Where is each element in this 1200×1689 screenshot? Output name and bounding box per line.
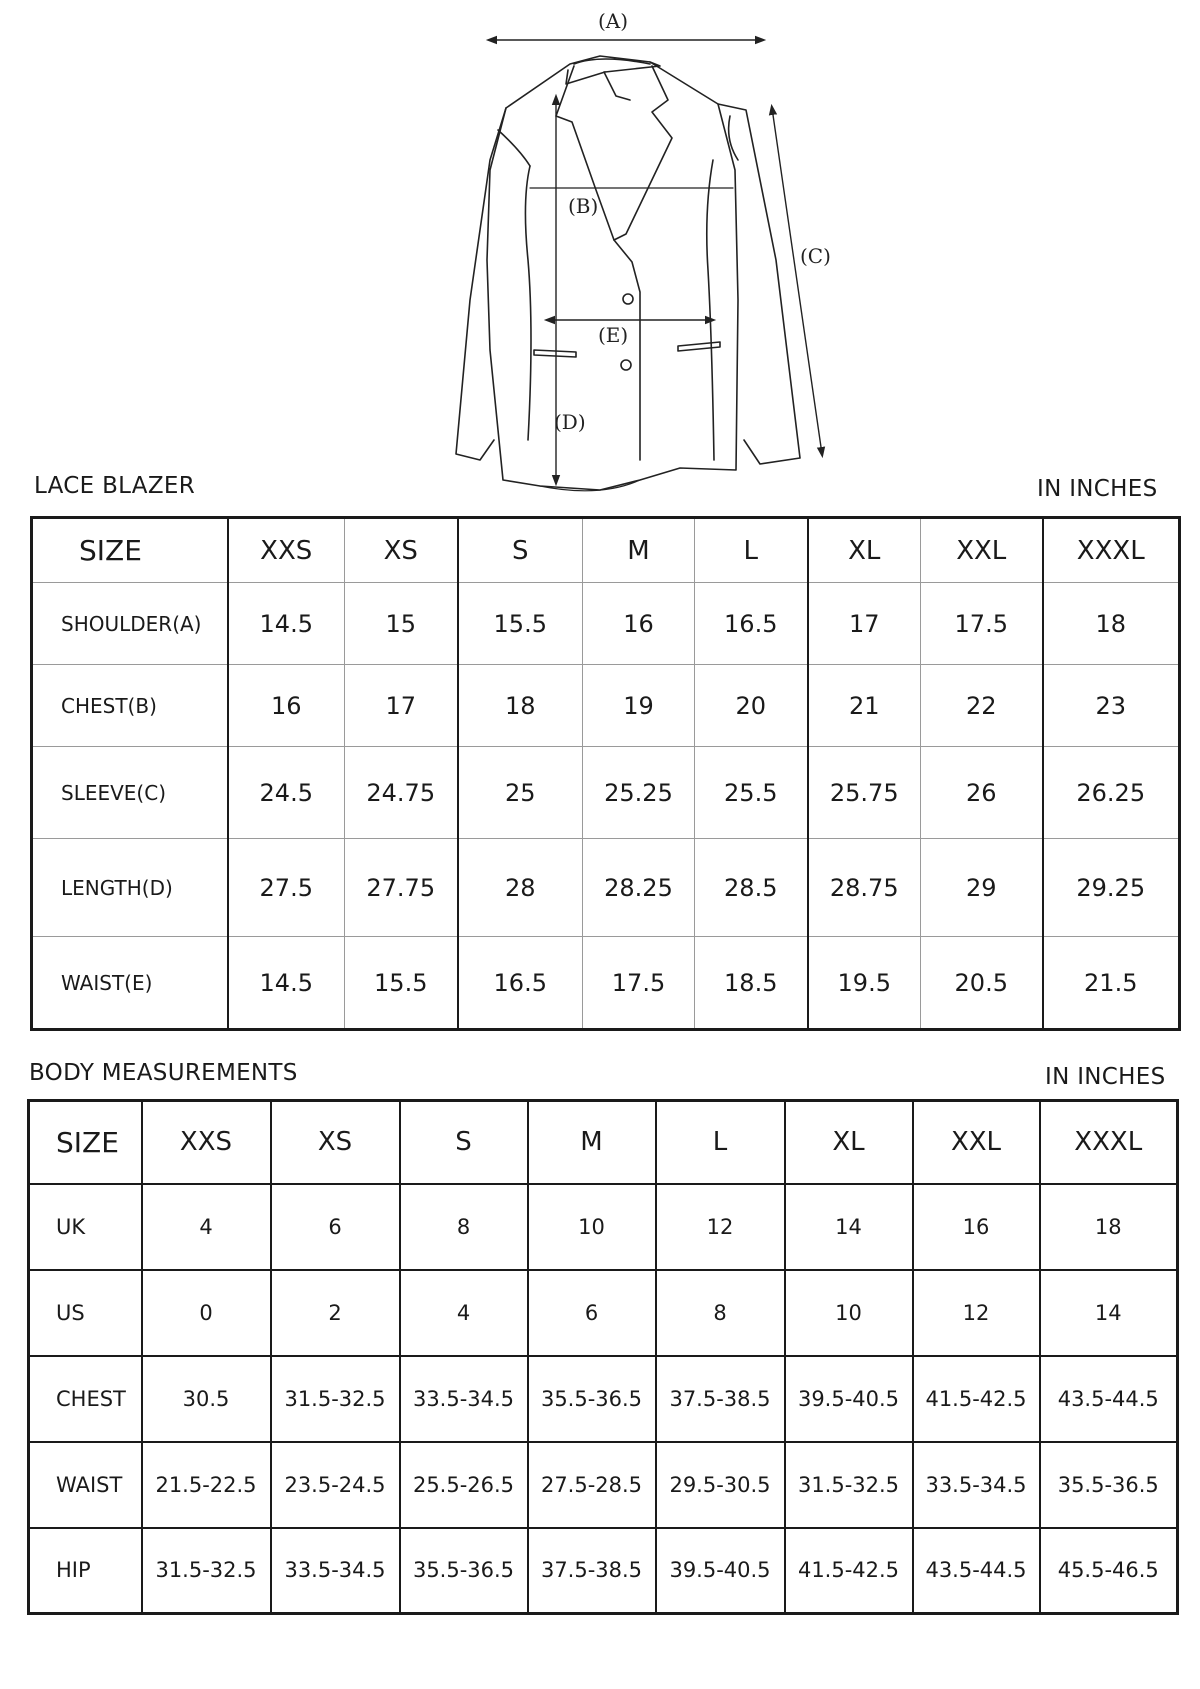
size-xxxl: XXXL: [1040, 1101, 1178, 1184]
table-cell: 25.5-26.5: [400, 1442, 528, 1528]
blazer-unit-label: IN INCHES: [1037, 476, 1158, 502]
table-cell: 33.5-34.5: [913, 1442, 1040, 1528]
table-cell: 10: [785, 1270, 913, 1356]
table-cell: 33.5-34.5: [400, 1356, 528, 1442]
size-xs: XS: [271, 1101, 400, 1184]
table-cell: 6: [271, 1184, 400, 1270]
size-l: L: [656, 1101, 785, 1184]
table-cell: 35.5-36.5: [400, 1528, 528, 1614]
table-cell: 25.25: [583, 747, 695, 839]
table-cell: 14: [785, 1184, 913, 1270]
blazer-size-table: [30, 516, 1181, 1031]
table-row: [29, 1270, 1178, 1356]
table-row: [29, 1442, 1178, 1528]
table-cell: 25: [458, 747, 583, 839]
label-b: (B): [568, 194, 599, 218]
size-xxl: XXL: [921, 518, 1043, 583]
size-s: S: [458, 518, 583, 583]
size-xxs: XXS: [142, 1101, 271, 1184]
table-cell: 10: [528, 1184, 656, 1270]
table-cell: 20.5: [921, 937, 1043, 1030]
table-cell: 37.5-38.5: [528, 1528, 656, 1614]
blazer-size-header: SIZE: [32, 518, 228, 583]
table-cell: 37.5-38.5: [656, 1356, 785, 1442]
table-cell: 22: [921, 665, 1043, 747]
table-cell: 28.75: [808, 839, 921, 937]
table-cell: 16.5: [458, 937, 583, 1030]
row-label-chest: CHEST: [29, 1356, 142, 1442]
table-row: [32, 839, 1180, 937]
table-cell: 17: [808, 583, 921, 665]
row-label-waist: WAIST: [29, 1442, 142, 1528]
table-cell: 31.5-32.5: [785, 1442, 913, 1528]
table-cell: 16.5: [695, 583, 808, 665]
table-cell: 15.5: [458, 583, 583, 665]
table-cell: 4: [142, 1184, 271, 1270]
label-c: (C): [800, 244, 831, 268]
table-cell: 8: [400, 1184, 528, 1270]
body-measurements-table: [27, 1099, 1179, 1615]
table-cell: 15.5: [345, 937, 458, 1030]
table-row: [32, 937, 1180, 1030]
table-cell: 43.5-44.5: [913, 1528, 1040, 1614]
table-cell: 16: [583, 583, 695, 665]
body-title: BODY MEASUREMENTS: [29, 1060, 298, 1086]
table-cell: 31.5-32.5: [142, 1528, 271, 1614]
table-cell: 20: [695, 665, 808, 747]
table-cell: 23: [1043, 665, 1180, 747]
size-xl: XL: [808, 518, 921, 583]
table-cell: 4: [400, 1270, 528, 1356]
table-cell: 21.5: [1043, 937, 1180, 1030]
table-cell: 12: [656, 1184, 785, 1270]
row-label-sleeve: SLEEVE(C): [32, 747, 228, 839]
label-a: (A): [598, 9, 629, 33]
table-cell: 41.5-42.5: [785, 1528, 913, 1614]
table-cell: 31.5-32.5: [271, 1356, 400, 1442]
body-size-header: SIZE: [29, 1101, 142, 1184]
table-cell: 35.5-36.5: [528, 1356, 656, 1442]
row-label-hip: HIP: [29, 1528, 142, 1614]
size-xl: XL: [785, 1101, 913, 1184]
table-cell: 24.5: [228, 747, 345, 839]
size-s: S: [400, 1101, 528, 1184]
size-xxl: XXL: [913, 1101, 1040, 1184]
table-cell: 8: [656, 1270, 785, 1356]
size-l: L: [695, 518, 808, 583]
row-label-us: US: [29, 1270, 142, 1356]
table-cell: 39.5-40.5: [656, 1528, 785, 1614]
size-xxs: XXS: [228, 518, 345, 583]
body-unit-label: IN INCHES: [1045, 1064, 1166, 1090]
table-cell: 15: [345, 583, 458, 665]
table-cell: 24.75: [345, 747, 458, 839]
table-cell: 29.5-30.5: [656, 1442, 785, 1528]
table-row: [29, 1528, 1178, 1614]
table-row: [32, 747, 1180, 839]
table-cell: 14: [1040, 1270, 1178, 1356]
table-cell: 28: [458, 839, 583, 937]
blazer-diagram: [0, 0, 1200, 500]
table-cell: 29.25: [1043, 839, 1180, 937]
table-cell: 43.5-44.5: [1040, 1356, 1178, 1442]
table-cell: 21: [808, 665, 921, 747]
table-cell: 27.5: [228, 839, 345, 937]
table-cell: 19: [583, 665, 695, 747]
table-cell: 6: [528, 1270, 656, 1356]
table-cell: 18.5: [695, 937, 808, 1030]
table-cell: 26: [921, 747, 1043, 839]
table-cell: 25.75: [808, 747, 921, 839]
table-cell: 33.5-34.5: [271, 1528, 400, 1614]
table-cell: 28.5: [695, 839, 808, 937]
size-m: M: [583, 518, 695, 583]
table-cell: 17.5: [921, 583, 1043, 665]
table-cell: 18: [458, 665, 583, 747]
table-cell: 17: [345, 665, 458, 747]
table-cell: 30.5: [142, 1356, 271, 1442]
blazer-title: LACE BLAZER: [34, 473, 195, 499]
table-cell: 14.5: [228, 583, 345, 665]
table-cell: 41.5-42.5: [913, 1356, 1040, 1442]
row-label-uk: UK: [29, 1184, 142, 1270]
table-row: [32, 665, 1180, 747]
table-cell: 27.75: [345, 839, 458, 937]
table-cell: 39.5-40.5: [785, 1356, 913, 1442]
table-cell: 29: [921, 839, 1043, 937]
row-label-shoulder: SHOULDER(A): [32, 583, 228, 665]
table-cell: 18: [1040, 1184, 1178, 1270]
table-cell: 16: [913, 1184, 1040, 1270]
body-header-row: [29, 1101, 1178, 1184]
table-cell: 35.5-36.5: [1040, 1442, 1178, 1528]
table-cell: 27.5-28.5: [528, 1442, 656, 1528]
table-cell: 14.5: [228, 937, 345, 1030]
table-cell: 45.5-46.5: [1040, 1528, 1178, 1614]
size-m: M: [528, 1101, 656, 1184]
label-e: (E): [598, 323, 629, 347]
table-cell: 0: [142, 1270, 271, 1356]
table-row: [32, 583, 1180, 665]
row-label-chest: CHEST(B): [32, 665, 228, 747]
table-cell: 26.25: [1043, 747, 1180, 839]
label-d: (D): [554, 410, 586, 434]
blazer-header-row: [32, 518, 1180, 583]
size-xxxl: XXXL: [1043, 518, 1180, 583]
table-cell: 23.5-24.5: [271, 1442, 400, 1528]
table-cell: 16: [228, 665, 345, 747]
table-cell: 25.5: [695, 747, 808, 839]
blazer-sketch: [0, 0, 1200, 500]
table-cell: 18: [1043, 583, 1180, 665]
table-row: [29, 1184, 1178, 1270]
table-row: [29, 1356, 1178, 1442]
size-xs: XS: [345, 518, 458, 583]
table-cell: 28.25: [583, 839, 695, 937]
row-label-length: LENGTH(D): [32, 839, 228, 937]
table-cell: 21.5-22.5: [142, 1442, 271, 1528]
table-cell: 2: [271, 1270, 400, 1356]
table-cell: 19.5: [808, 937, 921, 1030]
table-cell: 17.5: [583, 937, 695, 1030]
row-label-waist: WAIST(E): [32, 937, 228, 1030]
table-cell: 12: [913, 1270, 1040, 1356]
